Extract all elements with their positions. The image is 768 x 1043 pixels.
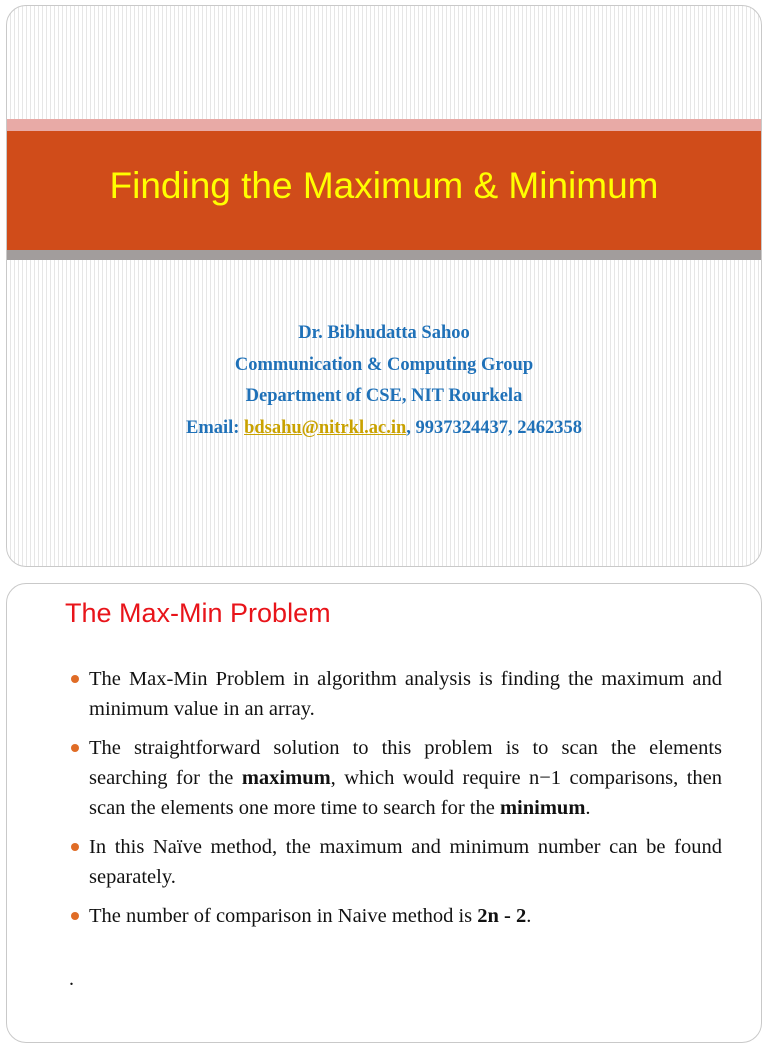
section-title: The Max-Min Problem <box>65 598 331 628</box>
bullet-item <box>89 832 722 892</box>
title-band <box>7 131 761 250</box>
author-name: Dr. Bibhudatta Sahoo <box>298 323 470 343</box>
author-group: Communication & Computing Group <box>234 354 534 375</box>
author-department: Department of CSE, NIT Rourkela <box>245 386 523 406</box>
title-slide <box>6 5 762 567</box>
bullet-text: . <box>526 905 532 927</box>
author-block <box>7 318 761 444</box>
phone-numbers: , 9937324437, 2462358 <box>406 417 582 438</box>
slide-title: Finding the Maximum & Minimum <box>109 164 659 206</box>
bullet-item <box>89 664 722 724</box>
bullet-item <box>89 901 722 931</box>
content-slide <box>6 583 762 1043</box>
bullet-text: In this Naïve method, the maximum and minimum number can be found separately. <box>89 836 722 888</box>
bullet-emphasis: minimum <box>499 797 586 819</box>
bullet-list <box>89 664 722 940</box>
bullet-text: The Max-Min Problem in algorithm analysis is finding the maximum and minimum value in an array. <box>89 668 722 720</box>
email-label: Email: <box>185 417 245 438</box>
bullet-text: , which would require n−1 comparisons, then scan the elements one more time to search for the <box>89 767 722 819</box>
bullet-item <box>89 733 722 823</box>
email-link[interactable]: bdsahu@nitrkl.ac.in <box>244 417 407 438</box>
bullet-text: The number of comparison in Naive method is <box>89 905 478 927</box>
trailing-dot: . <box>69 968 74 990</box>
accent-band-bottom <box>7 250 761 260</box>
author-contact <box>7 413 761 445</box>
bullet-text: The straightforward solution to this problem is to scan the elements searching for the <box>89 737 722 789</box>
bullet-text: . <box>585 797 591 819</box>
accent-band-top <box>7 119 761 131</box>
bullet-emphasis: maximum <box>241 767 331 789</box>
bullet-emphasis: 2n - 2 <box>477 905 527 927</box>
